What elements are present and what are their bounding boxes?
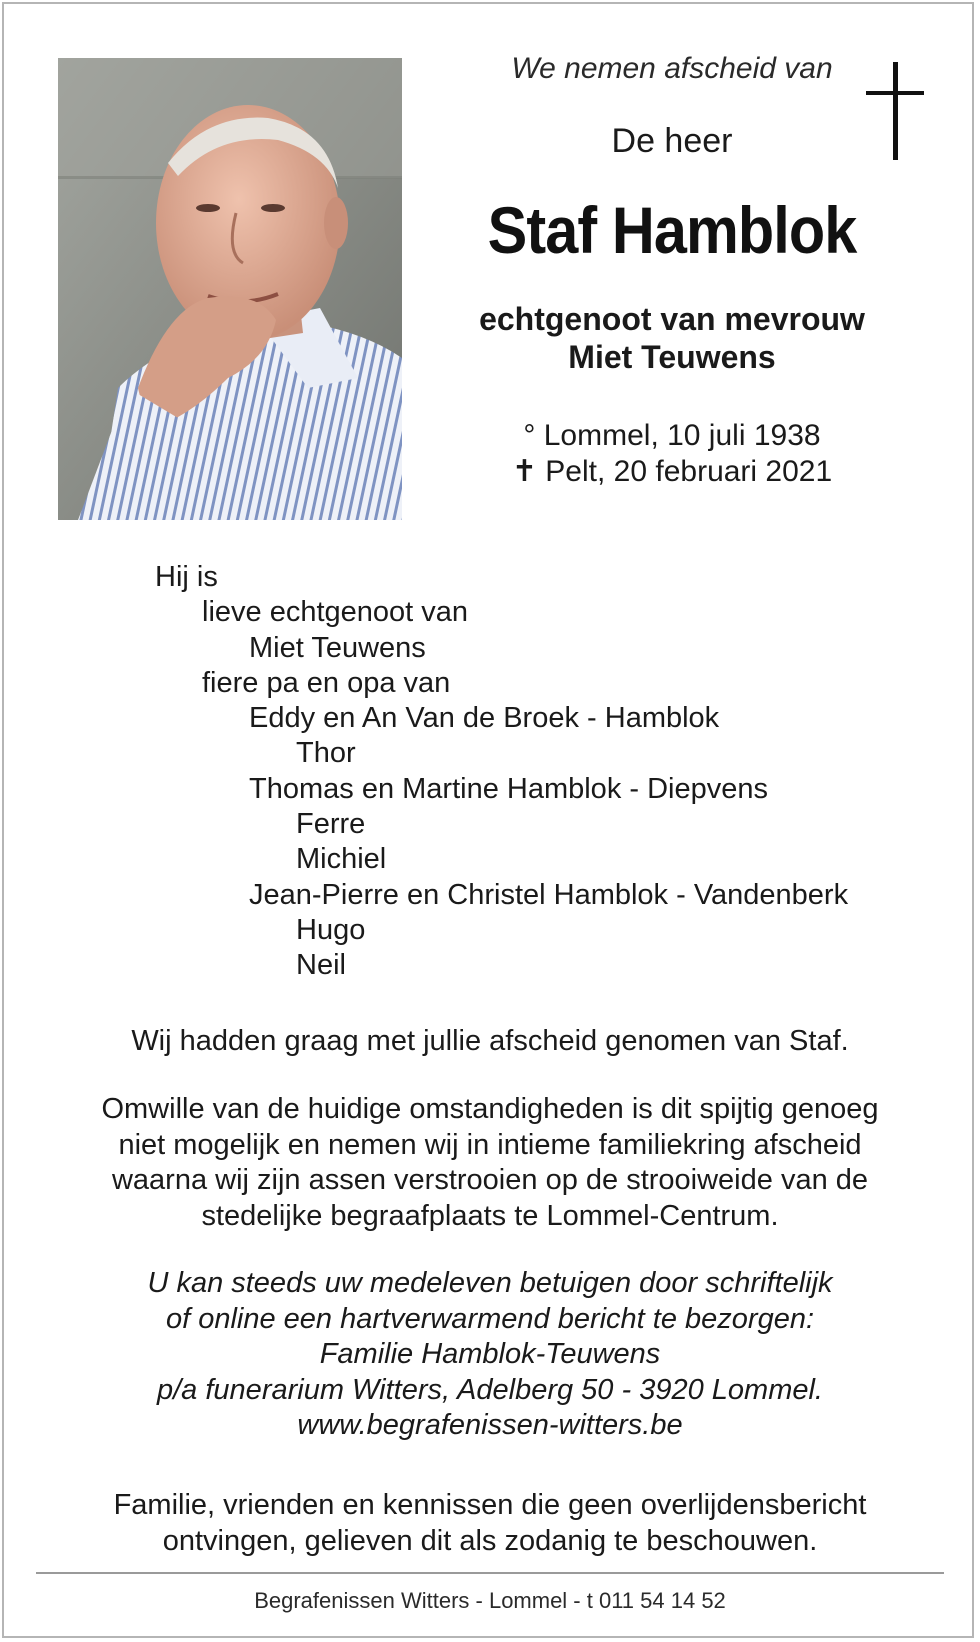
grandchild: Ferre: [296, 808, 366, 841]
family-member: Miet Teuwens: [249, 631, 426, 664]
condolence-line: of online een hartverwarmend bericht te bezorgen:: [165, 1302, 815, 1335]
closing-text: [40, 1488, 940, 1559]
condolence-line: U kan steeds uw medeleven betuigen door schriftelijk: [147, 1267, 833, 1299]
closing-line: ontvingen, gelieven dit als zodanig te beschouwen.: [162, 1524, 818, 1557]
family-role: lieve echtgenoot van: [202, 596, 469, 629]
closing-line: Familie, vrienden en kennissen die geen overlijdensbericht: [113, 1489, 867, 1521]
footer-text: Begrafenissen Witters - Lommel - t 011 54 14 52: [254, 1588, 726, 1613]
spouse-block: [432, 300, 912, 376]
circumstances-line: niet mogelijk en nemen wij in intieme familiekring afscheid: [118, 1128, 862, 1161]
family-member: Jean-Pierre en Christel Hamblok - Vandenberk: [249, 878, 849, 911]
circumstances-text: [40, 1092, 940, 1234]
family-member: Eddy en An Van de Broek - Hamblok: [249, 702, 720, 735]
condolence-address: p/a funerarium Witters, Adelberg 50 - 3920 Lommel.: [157, 1373, 823, 1406]
grandchild: Michiel: [296, 843, 387, 876]
family-list: [0, 560, 980, 984]
circumstances-line: stedelijke begraafplaats te Lommel-Centrum.: [201, 1199, 779, 1232]
family-intro: Hij is: [155, 561, 218, 593]
deceased-name: Staf Hamblok: [487, 193, 857, 267]
circumstances-line: waarna wij zijn assen verstrooien op de strooiweide van de: [111, 1164, 869, 1196]
grandchild: Neil: [296, 949, 346, 982]
condolence-family: Familie Hamblok-Teuwens: [319, 1338, 661, 1370]
dates-block: [432, 418, 912, 490]
spouse-name: Miet Teuwens: [568, 339, 776, 375]
family-member: Thomas en Martine Hamblok - Diepvens: [249, 772, 768, 805]
family-role: fiere pa en opa van: [202, 666, 451, 699]
circumstances-line: Omwille van de huidige omstandigheden is dit spijtig genoeg: [101, 1093, 879, 1125]
grandchild: Thor: [296, 737, 356, 770]
condolence-text: [40, 1266, 940, 1444]
footer-divider: [36, 1572, 944, 1574]
intro-text: We nemen afscheid van: [511, 52, 833, 85]
grandchild: Hugo: [296, 913, 366, 946]
death-date: ✝ Pelt, 20 februari 2021: [511, 455, 833, 488]
condolence-website: www.begrafenissen-witters.be: [297, 1409, 683, 1441]
birth-date: ° Lommel, 10 juli 1938: [523, 419, 821, 452]
farewell-text: [40, 1024, 940, 1060]
spouse-line: echtgenoot van mevrouw: [479, 301, 865, 337]
farewell-line: Wij hadden graag met jullie afscheid genomen van Staf.: [131, 1025, 849, 1057]
portrait-photo: [58, 58, 402, 520]
honorific: De heer: [611, 122, 733, 160]
